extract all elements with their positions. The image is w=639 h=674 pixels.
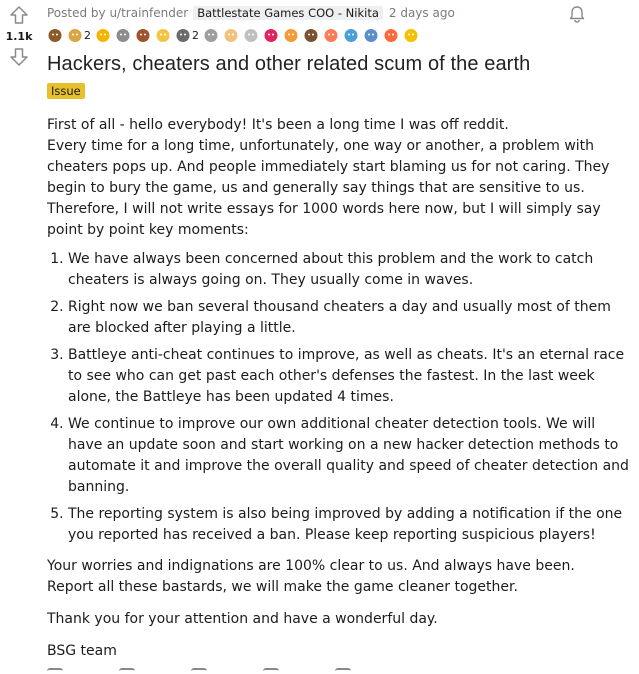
ghost-award-icon — [363, 27, 379, 43]
closing-line-2: Report all these bastards, we will make the game cleaner together. — [47, 579, 518, 595]
list-item: 3. Battleye anti-cheat continues to improve, as well as cheats. It's an eternal race to see who can get past each other's defenses the fastest. In the last week alone, the Battleye has been updated 4 times. — [68, 345, 632, 408]
fire-award-icon — [95, 27, 111, 43]
upvote-award-icon — [403, 27, 419, 43]
award-item[interactable] — [95, 27, 111, 43]
post-flair-badge[interactable]: Issue — [47, 83, 85, 99]
award-item[interactable] — [47, 27, 63, 43]
post-signature: BSG team — [47, 643, 117, 659]
vote-column — [0, 4, 38, 68]
heart-award-icon — [263, 27, 279, 43]
award-item[interactable] — [363, 27, 379, 43]
intro-line-2: Every time for a long time, unfortunately, one way or another, a problem with cheaters pops up. And people immediately start blaming us for not caring. They begin to bury the game, us and generally say things that are sensitive to us. Therefore, I will not write essays for 1000 words here now, but I will simply say point by point key moments: — [47, 138, 610, 238]
ape-award-icon — [303, 27, 319, 43]
downvote-button[interactable] — [8, 46, 30, 68]
award-item[interactable] — [323, 27, 339, 43]
post-title[interactable]: Hackers, cheaters and other related scum of the earth — [47, 53, 531, 75]
award-item[interactable] — [283, 27, 299, 43]
thumbs-up-award-icon — [223, 27, 239, 43]
save-icon[interactable] — [263, 668, 279, 674]
post-timestamp[interactable]: 2 days ago — [388, 6, 455, 20]
post-thanks: Thank you for your attention and have a wonderful day. — [47, 611, 438, 627]
award-item[interactable] — [223, 27, 239, 43]
f-award-icon — [243, 27, 259, 43]
skull-award-icon — [203, 27, 219, 43]
award-item[interactable] — [115, 27, 131, 43]
post-meta — [47, 2, 639, 24]
post — [47, 0, 639, 673]
poop-award-icon — [47, 27, 63, 43]
user-flair: Battlestate Games COO - Nikita — [193, 6, 383, 20]
award-item[interactable] — [263, 27, 279, 43]
post-action-bar — [47, 668, 587, 674]
award-item[interactable] — [175, 27, 199, 43]
award-item[interactable] — [203, 27, 219, 43]
list-item: 5. The reporting system is also being improved by adding a notification if the one you reported has received a ban. Please keep reporting suspicious players! — [68, 504, 632, 546]
burger-award-icon — [135, 27, 151, 43]
award-count: 2 — [84, 28, 91, 42]
comment-icon[interactable] — [47, 668, 63, 674]
award-item[interactable] — [343, 27, 359, 43]
scream-award-icon — [343, 27, 359, 43]
more-icon[interactable] — [335, 668, 351, 674]
list-item: 2. Right now we ban several thousand cheaters a day and usually most of them are blocked after playing a little. — [68, 297, 632, 339]
award-item[interactable] — [403, 27, 419, 43]
award-item[interactable] — [135, 27, 151, 43]
post-body — [47, 115, 632, 662]
award-item[interactable] — [383, 27, 399, 43]
award-count: 2 — [192, 28, 199, 42]
share-icon[interactable] — [191, 668, 207, 674]
bell-icon — [567, 4, 587, 24]
notification-bell-button[interactable] — [567, 4, 587, 24]
vote-score: 1.1k — [5, 30, 33, 43]
wizard-award-icon — [175, 27, 191, 43]
award-icon[interactable] — [119, 668, 135, 674]
eyes-award-icon — [323, 27, 339, 43]
bot-award-icon — [383, 27, 399, 43]
intro-line-1: First of all - hello everybody! It's been a long time I was off reddit. — [47, 117, 509, 133]
posted-by-user-link[interactable]: Posted by u/trainfender — [47, 6, 189, 20]
doge-award-icon — [67, 27, 83, 43]
facepalm-award-icon — [283, 27, 299, 43]
post-closing — [47, 556, 632, 598]
post-intro — [47, 115, 632, 241]
trophy-award-icon — [155, 27, 171, 43]
key-points-list — [47, 249, 632, 546]
award-item[interactable] — [155, 27, 171, 43]
award-item[interactable] — [303, 27, 319, 43]
awards-row[interactable] — [47, 24, 639, 46]
downvote-arrow-icon — [9, 47, 29, 67]
brain-award-icon — [115, 27, 131, 43]
closing-line-1: Your worries and indignations are 100% clear to us. And always have been. — [47, 558, 575, 574]
upvote-button[interactable] — [8, 4, 30, 26]
award-item[interactable] — [243, 27, 259, 43]
award-item[interactable] — [67, 27, 91, 43]
upvote-arrow-icon — [9, 5, 29, 25]
list-item: 4. We continue to improve our own additional cheater detection tools. We will have an update soon and start working on a new hacker detection methods to automate it and improve the overall quality and speed of cheater detection and banning. — [68, 414, 632, 498]
list-item: 1. We have always been concerned about this problem and the work to catch cheaters is always going on. They usually come in waves. — [68, 249, 632, 291]
